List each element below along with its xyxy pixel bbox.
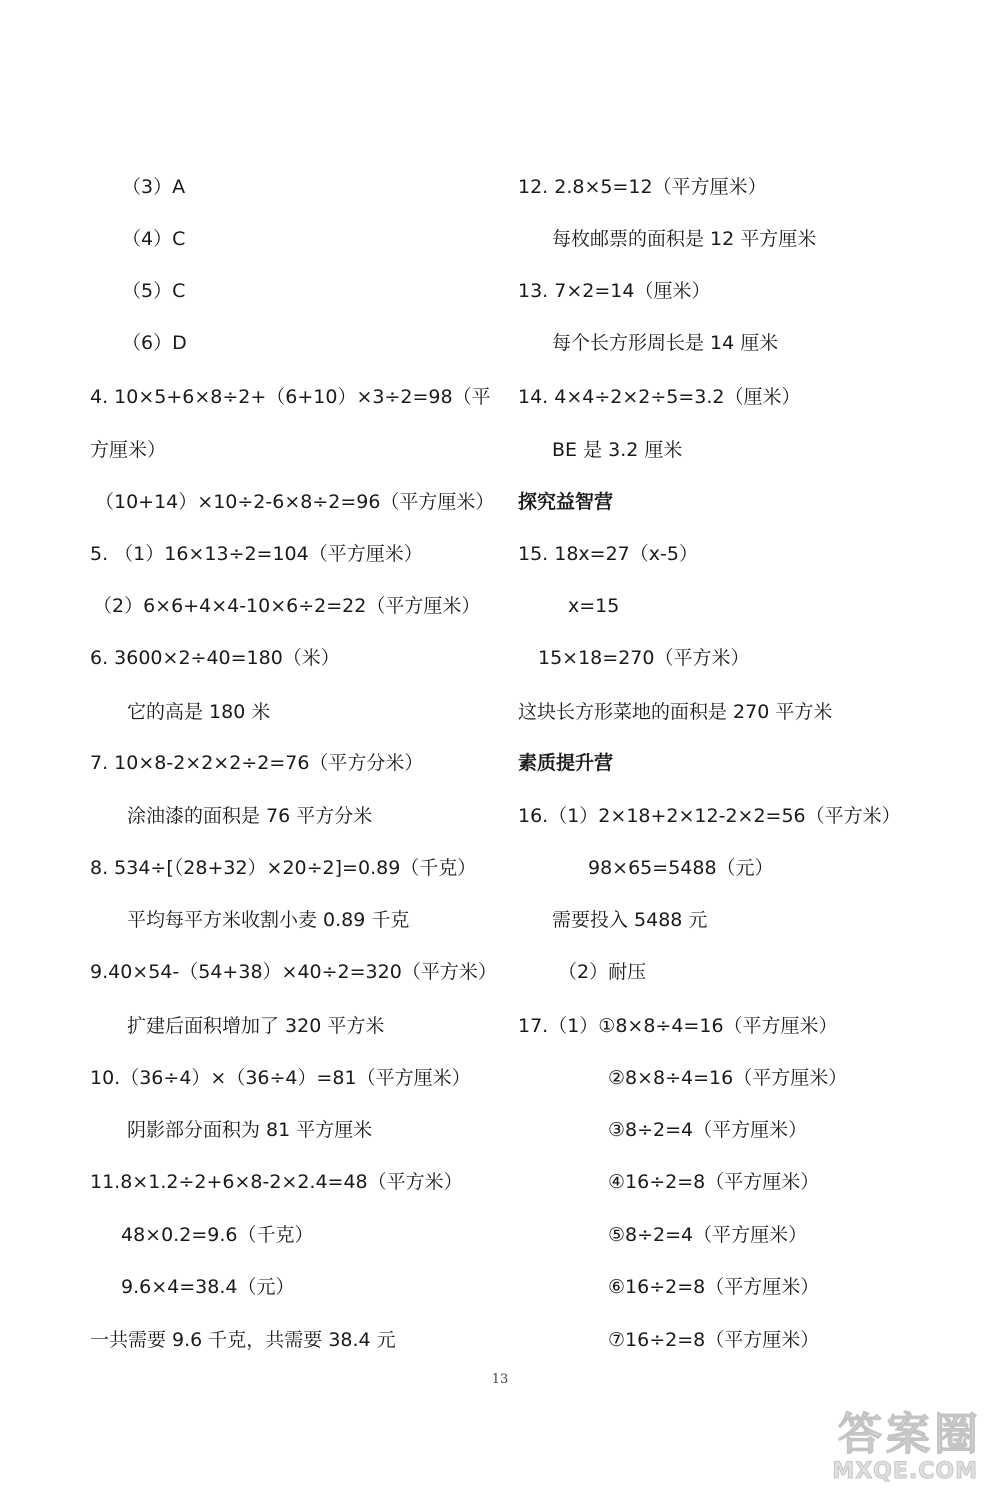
- answer-line: ⑤8÷2=4（平方厘米）: [608, 1224, 808, 1246]
- answer-line: 5. （1）16×13÷2=104（平方厘米）: [90, 543, 423, 565]
- answer-line: 9.40×54-（54+38）×40÷2=320（平方米）: [90, 961, 497, 983]
- answer-line: 7. 10×8-2×2×2÷2=76（平方分米）: [90, 752, 424, 774]
- answer-line: ④16÷2=8（平方厘米）: [608, 1171, 820, 1193]
- answer-line: 9.6×4=38.4（元）: [121, 1276, 295, 1298]
- watermark-url: MXQE.COM: [832, 1459, 978, 1484]
- answer-line: 每枚邮票的面积是 12 平方厘米: [552, 228, 817, 250]
- answer-line: （4）C: [122, 228, 186, 250]
- answer-line: 平均每平方米收割小麦 0.89 千克: [127, 909, 410, 931]
- answer-line: 11.8×1.2÷2+6×8-2×2.4=48（平方米）: [90, 1171, 463, 1193]
- answer-line: ⑥16÷2=8（平方厘米）: [608, 1276, 820, 1298]
- answer-line: ③8÷2=4（平方厘米）: [608, 1119, 808, 1141]
- answer-line: 48×0.2=9.6（千克）: [121, 1224, 314, 1246]
- answer-line: 14. 4×4÷2×2÷5=3.2（厘米）: [518, 386, 801, 408]
- answer-line: 扩建后面积增加了 320 平方米: [127, 1015, 385, 1037]
- answer-line: 涂油漆的面积是 76 平方分米: [127, 805, 373, 827]
- answer-line: 12. 2.8×5=12（平方厘米）: [518, 176, 767, 198]
- answer-line: 一共需要 9.6 千克，共需要 38.4 元: [90, 1329, 396, 1351]
- answer-line: 15. 18x=27（x-5）: [518, 543, 698, 565]
- answer-line: （10+14）×10÷2-6×8÷2=96（平方厘米）: [95, 491, 495, 513]
- answer-line: （5）C: [122, 280, 186, 302]
- answer-line: 阴影部分面积为 81 平方厘米: [127, 1119, 373, 1141]
- answer-line: x=15: [568, 595, 620, 617]
- answer-line: 98×65=5488（元）: [588, 857, 774, 879]
- answer-line: 13. 7×2=14（厘米）: [518, 280, 711, 302]
- answer-line: 10.（36÷4）×（36÷4）=81（平方厘米）: [90, 1067, 471, 1089]
- section-heading: 探究益智营: [518, 491, 614, 513]
- answer-line: 这块长方形菜地的面积是 270 平方米: [518, 701, 833, 723]
- answer-line: 需要投入 5488 元: [552, 909, 708, 931]
- answer-line: BE 是 3.2 厘米: [552, 439, 683, 461]
- answer-line: ⑦16÷2=8（平方厘米）: [608, 1329, 820, 1351]
- answer-line: 每个长方形周长是 14 厘米: [552, 332, 779, 354]
- answer-line: 它的高是 180 米: [127, 701, 271, 723]
- answer-line: 8. 534÷[（28+32）×20÷2]=0.89（千克）: [90, 857, 477, 879]
- site-watermark: [792, 1398, 982, 1484]
- answer-line: 方厘米）: [90, 439, 167, 461]
- answer-line: 17.（1）①8×8÷4=16（平方厘米）: [518, 1015, 838, 1037]
- watermark-logo: 答案圈: [838, 1409, 982, 1460]
- page-number: 13: [491, 1372, 509, 1387]
- answer-line: 16.（1）2×18+2×12-2×2=56（平方米）: [518, 805, 901, 827]
- section-heading: 素质提升营: [518, 752, 614, 774]
- answer-line: （6）D: [122, 332, 187, 354]
- answer-line: 6. 3600×2÷40=180（米）: [90, 647, 340, 669]
- answer-line: ②8×8÷4=16（平方厘米）: [608, 1067, 848, 1089]
- answer-line: 4. 10×5+6×8÷2+（6+10）×3÷2=98（平: [90, 386, 491, 408]
- answer-line: （2）耐压: [558, 961, 647, 983]
- answer-line: （2）6×6+4×4-10×6÷2=22（平方厘米）: [93, 595, 481, 617]
- answer-line: （3）A: [122, 176, 186, 198]
- answer-line: 15×18=270（平方米）: [538, 647, 750, 669]
